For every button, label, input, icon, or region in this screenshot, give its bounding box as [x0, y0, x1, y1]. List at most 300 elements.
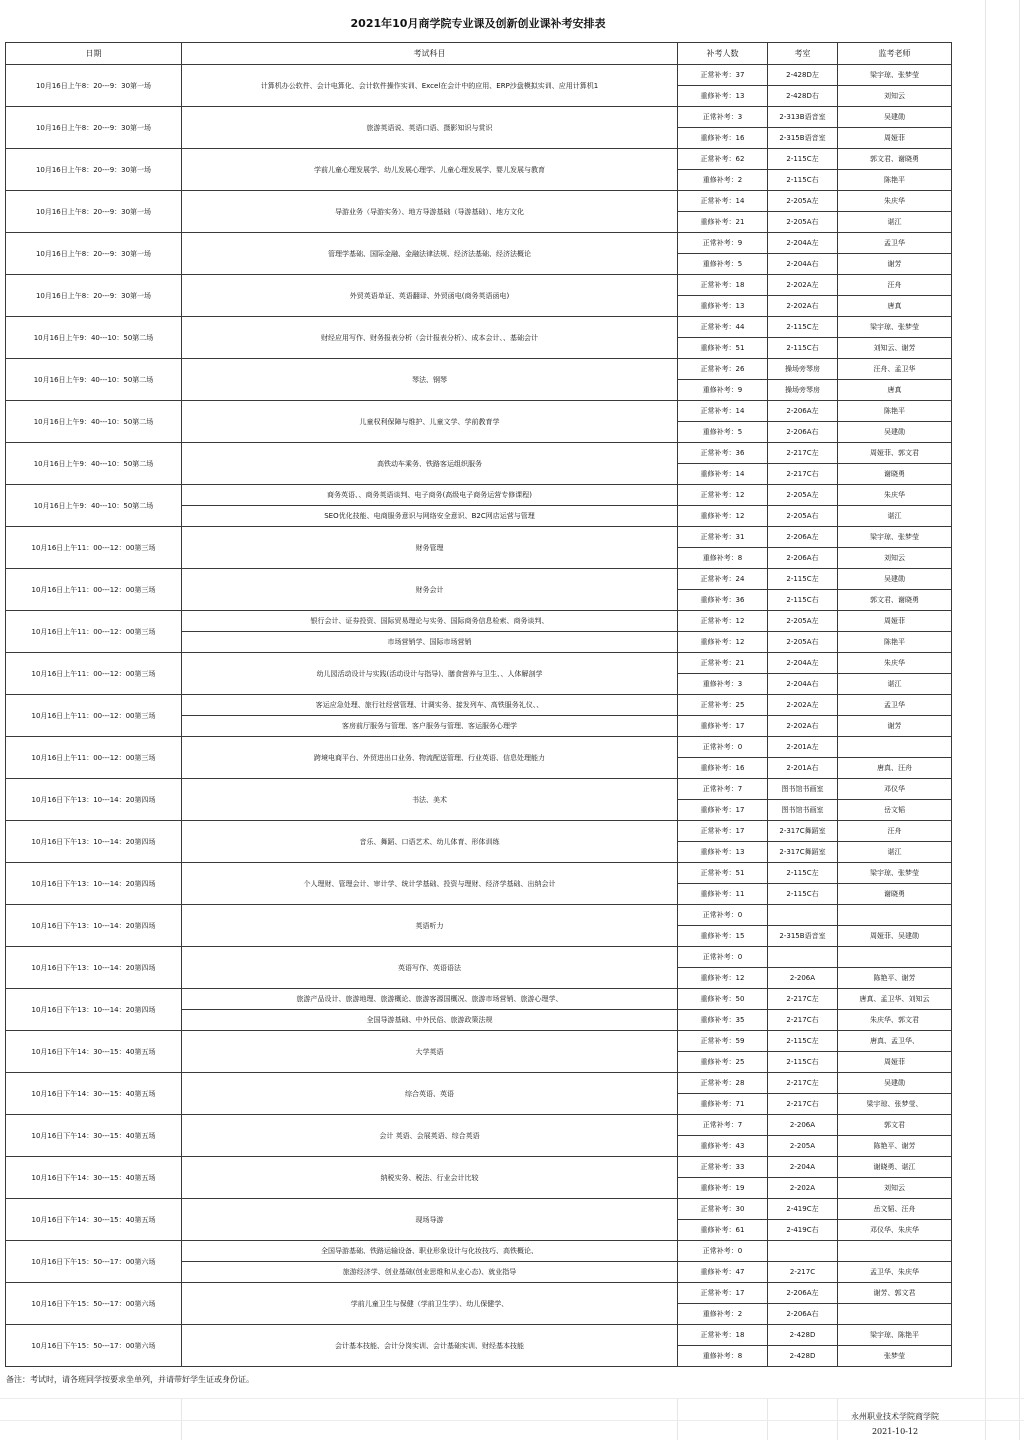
proctor-cell: 孟卫华 — [838, 695, 952, 716]
makeup-count-cell: 重修补考：16 — [678, 128, 768, 149]
table-row — [6, 1157, 952, 1178]
exam-room-cell: 2-428D左 — [768, 65, 838, 86]
exam-date-cell: 10月16日下午14：30---15：40第五场 — [6, 1157, 182, 1199]
exam-room-cell: 2-205A左 — [768, 485, 838, 506]
exam-room-cell: 2-206A左 — [768, 527, 838, 548]
proctor-cell: 孟卫华 — [838, 233, 952, 254]
makeup-count-cell: 正常补考：3 — [678, 107, 768, 128]
exam-room-cell: 2-317C舞蹈室 — [768, 821, 838, 842]
proctor-cell: 梁宇琼、张梦莹 — [838, 863, 952, 884]
table-row — [6, 569, 952, 590]
exam-room-cell: 2-315B语音室 — [768, 926, 838, 947]
makeup-count-cell: 正常补考：9 — [678, 233, 768, 254]
exam-room-cell: 2-204A — [768, 1157, 838, 1178]
exam-room-cell: 2-206A左 — [768, 401, 838, 422]
table-row — [6, 779, 952, 800]
makeup-count-cell: 重修补考：43 — [678, 1136, 768, 1157]
proctor-cell: 陈艳平 — [838, 401, 952, 422]
exam-date-cell: 10月16日上午9：40---10：50第二场 — [6, 401, 182, 443]
exam-date-cell: 10月16日上午8：20---9：30第一场 — [6, 65, 182, 107]
header-subject: 考试科目 — [182, 43, 678, 65]
exam-date-cell: 10月16日下午13：10---14：20第四场 — [6, 821, 182, 863]
proctor-cell: 吴建勋 — [838, 422, 952, 443]
exam-subject-cell: 综合英语、英语 — [182, 1073, 678, 1115]
proctor-cell: 梁宇琼、张梦莹 — [838, 317, 952, 338]
makeup-count-cell: 重修补考：9 — [678, 380, 768, 401]
issuer-name: 永州职业技术学院商学院 — [851, 1412, 939, 1421]
exam-subject-cell: 导游业务（导游实务）、地方导游基础（导游基础）、地方文化 — [182, 191, 678, 233]
proctor-cell: 梁宇琼、张梦莹 — [838, 527, 952, 548]
exam-subject-cell: 财经应用写作、财务报表分析（会计报表分析）、成本会计、、基础会计 — [182, 317, 678, 359]
table-row — [6, 611, 952, 632]
exam-room-cell: 2-115C左 — [768, 863, 838, 884]
exam-room-cell: 2-217C右 — [768, 1010, 838, 1031]
makeup-count-cell: 重修补考：51 — [678, 338, 768, 359]
makeup-count-cell: 正常补考：17 — [678, 821, 768, 842]
exam-room-cell: 2-115C左 — [768, 149, 838, 170]
table-row — [6, 149, 952, 170]
makeup-count-cell: 正常补考：18 — [678, 275, 768, 296]
exam-room-cell — [768, 1241, 838, 1262]
makeup-count-cell: 重修补考：50 — [678, 989, 768, 1010]
table-row — [6, 1325, 952, 1346]
exam-date-cell: 10月16日下午14：30---15：40第五场 — [6, 1115, 182, 1157]
table-row — [6, 947, 952, 968]
proctor-cell: 刘知云 — [838, 1178, 952, 1199]
exam-date-cell: 10月16日上午8：20---9：30第一场 — [6, 233, 182, 275]
table-row — [6, 275, 952, 296]
proctor-cell: 刘知云 — [838, 548, 952, 569]
proctor-cell: 陈艳平、谢芳 — [838, 968, 952, 989]
makeup-count-cell: 正常补考：14 — [678, 191, 768, 212]
exam-date-cell: 10月16日下午13：10---14：20第四场 — [6, 779, 182, 821]
exam-date-cell: 10月16日上午9：40---10：50第二场 — [6, 443, 182, 485]
exam-room-cell: 2-115C右 — [768, 884, 838, 905]
proctor-cell: 梁宇琼、张梦莹、 — [838, 1094, 952, 1115]
makeup-count-cell: 正常补考：31 — [678, 527, 768, 548]
exam-room-cell: 2-419C左 — [768, 1199, 838, 1220]
exam-subject-cell: 儿童权利保障与维护、儿童文学、学前教育学 — [182, 401, 678, 443]
exam-room-cell: 2-201A左 — [768, 737, 838, 758]
exam-room-cell: 2-202A左 — [768, 695, 838, 716]
makeup-count-cell: 正常补考：0 — [678, 737, 768, 758]
makeup-count-cell: 重修补考：13 — [678, 296, 768, 317]
proctor-cell: 汪舟、孟卫华 — [838, 359, 952, 380]
schedule-table — [5, 42, 952, 1367]
exam-room-cell: 2-313B语音室 — [768, 107, 838, 128]
makeup-count-cell: 正常补考：12 — [678, 485, 768, 506]
proctor-cell: 谌江 — [838, 212, 952, 233]
exam-room-cell: 2-205A — [768, 1136, 838, 1157]
makeup-count-cell: 正常补考：44 — [678, 317, 768, 338]
table-row — [6, 695, 952, 716]
exam-room-cell: 2-217C — [768, 1262, 838, 1283]
makeup-count-cell: 正常补考：17 — [678, 1283, 768, 1304]
proctor-cell: 孟卫华、朱庆华 — [838, 1262, 952, 1283]
exam-room-cell: 2-206A左 — [768, 1283, 838, 1304]
proctor-cell: 谢芳、郭文君 — [838, 1283, 952, 1304]
exam-subject-cell: 琴法、钢琴 — [182, 359, 678, 401]
exam-room-cell: 2-115C右 — [768, 590, 838, 611]
proctor-cell: 唐真、孟卫华、刘知云 — [838, 989, 952, 1010]
exam-date-cell: 10月16日上午9：40---10：50第二场 — [6, 485, 182, 527]
table-row — [6, 1241, 952, 1262]
exam-room-cell: 图书馆书画室 — [768, 779, 838, 800]
proctor-cell: 谢芳 — [838, 716, 952, 737]
exam-room-cell: 2-205A右 — [768, 506, 838, 527]
exam-subject-cell: 财务管理 — [182, 527, 678, 569]
proctor-cell — [838, 905, 952, 926]
makeup-count-cell: 正常补考：12 — [678, 611, 768, 632]
exam-date-cell: 10月16日上午11：00---12：00第三场 — [6, 653, 182, 695]
exam-room-cell: 2-217C右 — [768, 464, 838, 485]
exam-room-cell: 2-115C左 — [768, 569, 838, 590]
proctor-cell: 刘知云 — [838, 86, 952, 107]
makeup-count-cell: 重修补考：14 — [678, 464, 768, 485]
proctor-cell: 郭文君、谢晓勇 — [838, 590, 952, 611]
exam-date-cell: 10月16日上午11：00---12：00第三场 — [6, 611, 182, 653]
exam-room-cell: 2-205A左 — [768, 191, 838, 212]
table-row — [6, 821, 952, 842]
exam-date-cell: 10月16日下午13：10---14：20第四场 — [6, 989, 182, 1031]
makeup-count-cell: 正常补考：51 — [678, 863, 768, 884]
table-row — [6, 359, 952, 380]
makeup-count-cell: 重修补考：12 — [678, 506, 768, 527]
exam-subject-cell: 学前儿童心理发展学、幼儿发展心理学、儿童心理发展学、婴儿发展与教育 — [182, 149, 678, 191]
proctor-cell: 邓仪华 — [838, 779, 952, 800]
exam-subject-cell: 英语写作、英语语法 — [182, 947, 678, 989]
makeup-count-cell: 正常补考：0 — [678, 905, 768, 926]
makeup-count-cell: 正常补考：62 — [678, 149, 768, 170]
grid-line — [1019, 0, 1020, 1440]
exam-room-cell: 操场旁琴房 — [768, 359, 838, 380]
proctor-cell: 梁宇琼、陈艳平 — [838, 1325, 952, 1346]
exam-room-cell: 2-115C左 — [768, 1031, 838, 1052]
proctor-cell: 唐真 — [838, 380, 952, 401]
makeup-count-cell: 重修补考：2 — [678, 170, 768, 191]
proctor-cell — [838, 947, 952, 968]
exam-date-cell: 10月16日下午15：50---17：00第六场 — [6, 1325, 182, 1367]
exam-room-cell: 2-204A右 — [768, 254, 838, 275]
exam-date-cell: 10月16日上午11：00---12：00第三场 — [6, 527, 182, 569]
proctor-cell: 周娅菲 — [838, 611, 952, 632]
makeup-count-cell: 重修补考：35 — [678, 1010, 768, 1031]
exam-date-cell: 10月16日上午11：00---12：00第三场 — [6, 737, 182, 779]
exam-room-cell: 2-202A右 — [768, 296, 838, 317]
makeup-count-cell: 重修补考：8 — [678, 1346, 768, 1367]
grid-line — [837, 1398, 838, 1440]
proctor-cell: 郭文君、谢晓勇 — [838, 149, 952, 170]
proctor-cell: 郭文君 — [838, 1115, 952, 1136]
exam-room-cell: 2-217C左 — [768, 443, 838, 464]
makeup-count-cell: 重修补考：5 — [678, 254, 768, 275]
exam-date-cell: 10月16日下午13：10---14：20第四场 — [6, 905, 182, 947]
exam-subject-cell: 学前儿童卫生与保健（学前卫生学）、幼儿保健学、 — [182, 1283, 678, 1325]
makeup-count-cell: 正常补考：24 — [678, 569, 768, 590]
proctor-cell: 周娅菲 — [838, 1052, 952, 1073]
table-row — [6, 233, 952, 254]
proctor-cell: 谢晓勇 — [838, 464, 952, 485]
exam-room-cell — [768, 947, 838, 968]
header-date: 日期 — [6, 43, 182, 65]
exam-room-cell: 2-315B语音室 — [768, 128, 838, 149]
makeup-count-cell: 正常补考：26 — [678, 359, 768, 380]
header-room: 考室 — [768, 43, 838, 65]
makeup-count-cell: 重修补考：61 — [678, 1220, 768, 1241]
exam-subject-cell: 客房前厅服务与管理、客户服务与管理、客运服务心理学 — [182, 716, 678, 737]
exam-subject-cell: 音乐、舞蹈、口语艺术、幼儿体育、形体训练 — [182, 821, 678, 863]
exam-subject-cell: 旅游经济学、创业基础(创业思维和从业心态)、就业指导 — [182, 1262, 678, 1283]
exam-room-cell: 2-217C右 — [768, 1094, 838, 1115]
makeup-count-cell: 重修补考：12 — [678, 632, 768, 653]
exam-subject-cell: 银行会计、证券投资、国际贸易理论与实务、国际商务信息检索、商务谈判、 — [182, 611, 678, 632]
header-teacher: 监考老师 — [838, 43, 952, 65]
exam-room-cell: 2-206A右 — [768, 1304, 838, 1325]
proctor-cell: 陈艳平 — [838, 170, 952, 191]
exam-room-cell: 2-201A右 — [768, 758, 838, 779]
proctor-cell: 张梦莹 — [838, 1346, 952, 1367]
exam-subject-cell: 现场导游 — [182, 1199, 678, 1241]
exam-room-cell: 2-206A — [768, 968, 838, 989]
exam-room-cell: 2-419C右 — [768, 1220, 838, 1241]
table-row — [6, 443, 952, 464]
exam-subject-cell: 幼儿园活动设计与实践(活动设计与指导)、膳食营养与卫生、、人体解剖学 — [182, 653, 678, 695]
sheet-title: 2021年10月商学院专业课及创新创业课补考安排表 — [350, 17, 606, 30]
exam-room-cell: 2-206A右 — [768, 422, 838, 443]
table-row — [6, 317, 952, 338]
grid-line — [767, 1398, 768, 1440]
exam-room-cell: 2-428D — [768, 1346, 838, 1367]
exam-subject-cell: 市场营销学、国际市场营销 — [182, 632, 678, 653]
exam-room-cell: 操场旁琴房 — [768, 380, 838, 401]
exam-subject-cell: 商务英语、、商务英语谈判、电子商务(高级电子商务运营专修课程) — [182, 485, 678, 506]
proctor-cell: 吴建勋 — [838, 107, 952, 128]
proctor-cell: 唐真、汪舟 — [838, 758, 952, 779]
makeup-count-cell: 正常补考：30 — [678, 1199, 768, 1220]
exam-subject-cell: 全国导游基础、中外民俗、旅游政策法规 — [182, 1010, 678, 1031]
makeup-count-cell: 正常补考：25 — [678, 695, 768, 716]
exam-room-cell: 2-317C舞蹈室 — [768, 842, 838, 863]
makeup-count-cell: 重修补考：36 — [678, 590, 768, 611]
makeup-count-cell: 重修补考：2 — [678, 1304, 768, 1325]
makeup-count-cell: 正常补考：0 — [678, 947, 768, 968]
exam-room-cell: 2-204A左 — [768, 233, 838, 254]
proctor-cell: 吴建勋 — [838, 1073, 952, 1094]
exam-subject-cell: SEO优化技能、电商服务意识与网络安全意识、B2C网店运营与管理 — [182, 506, 678, 527]
exam-subject-cell: 大学英语 — [182, 1031, 678, 1073]
proctor-cell — [838, 737, 952, 758]
exam-date-cell: 10月16日下午13：10---14：20第四场 — [6, 947, 182, 989]
proctor-cell: 唐真、孟卫华、 — [838, 1031, 952, 1052]
proctor-cell: 谌江 — [838, 842, 952, 863]
proctor-cell: 吴建勋 — [838, 569, 952, 590]
exam-date-cell: 10月16日上午11：00---12：00第三场 — [6, 569, 182, 611]
makeup-count-cell: 重修补考：3 — [678, 674, 768, 695]
exam-room-cell — [768, 905, 838, 926]
exam-room-cell: 2-205A左 — [768, 611, 838, 632]
proctor-cell: 朱庆华、郭文君 — [838, 1010, 952, 1031]
table-row — [6, 1199, 952, 1220]
makeup-count-cell: 重修补考：13 — [678, 842, 768, 863]
exam-date-cell: 10月16日下午14：30---15：40第五场 — [6, 1031, 182, 1073]
exam-date-cell: 10月16日下午15：50---17：00第六场 — [6, 1241, 182, 1283]
makeup-count-cell: 重修补考：11 — [678, 884, 768, 905]
proctor-cell: 谌江 — [838, 674, 952, 695]
exam-date-cell: 10月16日上午8：20---9：30第一场 — [6, 191, 182, 233]
exam-subject-cell: 旅游英语说、英语口语、摄影知识与赏识 — [182, 107, 678, 149]
exam-room-cell: 2-115C右 — [768, 1052, 838, 1073]
makeup-count-cell: 正常补考：21 — [678, 653, 768, 674]
proctor-cell: 汪舟 — [838, 275, 952, 296]
exam-subject-cell: 高铁动车乘务、铁路客运组织服务 — [182, 443, 678, 485]
proctor-cell: 谢芳 — [838, 254, 952, 275]
exam-room-cell: 2-202A右 — [768, 716, 838, 737]
table-row — [6, 527, 952, 548]
exam-subject-cell: 客运应急处理、旅行社经营管理、计调实务、接发列车、高铁服务礼仪、、 — [182, 695, 678, 716]
exam-room-cell: 2-204A右 — [768, 674, 838, 695]
proctor-cell: 汪舟 — [838, 821, 952, 842]
schedule-body — [6, 65, 952, 1367]
proctor-cell: 邓仪华、朱庆华 — [838, 1220, 952, 1241]
table-row — [6, 191, 952, 212]
exam-date-cell: 10月16日上午11：00---12：00第三场 — [6, 695, 182, 737]
exam-date-cell: 10月16日上午8：20---9：30第一场 — [6, 107, 182, 149]
makeup-count-cell: 正常补考：37 — [678, 65, 768, 86]
exam-room-cell: 2-206A — [768, 1115, 838, 1136]
proctor-cell: 岳文韬 — [838, 800, 952, 821]
exam-room-cell: 2-206A右 — [768, 548, 838, 569]
exam-subject-cell: 书法、美术 — [182, 779, 678, 821]
proctor-cell: 唐真 — [838, 296, 952, 317]
proctor-cell — [838, 1241, 952, 1262]
makeup-count-cell: 重修补考：25 — [678, 1052, 768, 1073]
proctor-cell: 陈艳平、谢芳 — [838, 1136, 952, 1157]
proctor-cell: 周娅菲 — [838, 128, 952, 149]
exam-room-cell: 2-204A左 — [768, 653, 838, 674]
makeup-count-cell: 正常补考：0 — [678, 1241, 768, 1262]
makeup-count-cell: 正常补考：36 — [678, 443, 768, 464]
exam-room-cell: 2-202A — [768, 1178, 838, 1199]
grid-line — [181, 1398, 182, 1440]
makeup-count-cell: 正常补考：28 — [678, 1073, 768, 1094]
exam-date-cell: 10月16日下午14：30---15：40第五场 — [6, 1073, 182, 1115]
exam-subject-cell: 管理学基础、国际金融、金融法律法规、经济法基础、经济法概论 — [182, 233, 678, 275]
table-row — [6, 65, 952, 86]
exam-subject-cell: 全国导游基础、铁路运输设备、职业形象设计与化妆技巧、高铁概论、 — [182, 1241, 678, 1262]
makeup-count-cell: 正常补考：14 — [678, 401, 768, 422]
proctor-cell: 谢晓勇、谌江 — [838, 1157, 952, 1178]
proctor-cell: 陈艳平 — [838, 632, 952, 653]
exam-subject-cell: 旅游产品设计、旅游地理、旅游概论、旅游客源国概况、旅游市场营销、旅游心理学、 — [182, 989, 678, 1010]
exam-room-cell: 2-115C左 — [768, 317, 838, 338]
proctor-cell: 朱庆华 — [838, 485, 952, 506]
exam-room-cell: 2-115C右 — [768, 338, 838, 359]
exam-subject-cell: 纳税实务、税法、行业会计比较 — [182, 1157, 678, 1199]
exam-date-cell: 10月16日下午13：10---14：20第四场 — [6, 863, 182, 905]
table-row — [6, 905, 952, 926]
table-row — [6, 989, 952, 1010]
exam-subject-cell: 计算机办公软件、会计电算化、会计软件操作实训、Excel在会计中的应用、ERP沙盘模拟实训、应用计算机1 — [182, 65, 678, 107]
makeup-count-cell: 重修补考：17 — [678, 800, 768, 821]
exam-room-cell: 2-202A左 — [768, 275, 838, 296]
table-row — [6, 1031, 952, 1052]
table-row — [6, 1115, 952, 1136]
issue-date: 2021-10-12 — [871, 1427, 919, 1436]
makeup-count-cell: 重修补考：15 — [678, 926, 768, 947]
table-row — [6, 485, 952, 506]
header-row — [6, 43, 952, 65]
exam-subject-cell: 跨境电商平台、外贸进出口业务、物流配送管理、行业英语、信息处理能力 — [182, 737, 678, 779]
exam-subject-cell: 财务会计 — [182, 569, 678, 611]
exam-room-cell: 图书馆书画室 — [768, 800, 838, 821]
proctor-cell: 刘知云、谢芳 — [838, 338, 952, 359]
proctor-cell: 岳文韬、汪舟 — [838, 1199, 952, 1220]
makeup-count-cell: 重修补考：13 — [678, 86, 768, 107]
proctor-cell: 谢晓勇 — [838, 884, 952, 905]
makeup-count-cell: 重修补考：8 — [678, 548, 768, 569]
exam-date-cell: 10月16日上午9：40---10：50第二场 — [6, 359, 182, 401]
proctor-cell: 谌江 — [838, 506, 952, 527]
table-row — [6, 107, 952, 128]
grid-line — [677, 1398, 678, 1440]
makeup-count-cell: 正常补考：7 — [678, 1115, 768, 1136]
exam-date-cell: 10月16日下午15：50---17：00第六场 — [6, 1283, 182, 1325]
table-row — [6, 1283, 952, 1304]
exam-room-cell: 2-115C右 — [768, 170, 838, 191]
makeup-count-cell: 正常补考：33 — [678, 1157, 768, 1178]
exam-room-cell: 2-428D右 — [768, 86, 838, 107]
makeup-count-cell: 重修补考：5 — [678, 422, 768, 443]
exam-room-cell: 2-217C左 — [768, 1073, 838, 1094]
makeup-count-cell: 重修补考：47 — [678, 1262, 768, 1283]
proctor-cell: 朱庆华 — [838, 191, 952, 212]
makeup-count-cell: 正常补考：7 — [678, 779, 768, 800]
exam-room-cell: 2-205A右 — [768, 632, 838, 653]
makeup-count-cell: 重修补考：19 — [678, 1178, 768, 1199]
exam-room-cell: 2-217C左 — [768, 989, 838, 1010]
proctor-cell: 梁宇琼、张梦莹 — [838, 65, 952, 86]
makeup-count-cell: 重修补考：71 — [678, 1094, 768, 1115]
exam-date-cell: 10月16日上午8：20---9：30第一场 — [6, 149, 182, 191]
footnote: 备注：考试时，请各班同学按要求坐单列，并请带好学生证或身份证。 — [6, 1375, 254, 1384]
grid-line — [0, 1398, 1024, 1399]
makeup-count-cell: 重修补考：12 — [678, 968, 768, 989]
exam-room-cell: 2-205A右 — [768, 212, 838, 233]
header-count: 补考人数 — [678, 43, 768, 65]
makeup-count-cell: 重修补考：21 — [678, 212, 768, 233]
proctor-cell — [838, 1304, 952, 1325]
table-row — [6, 1073, 952, 1094]
exam-subject-cell: 个人理财、管理会计、审计学、统计学基础、投资与理财、经济学基础、出纳会计 — [182, 863, 678, 905]
exam-subject-cell: 外贸英语单证、英语翻译、外贸函电(商务英语函电) — [182, 275, 678, 317]
exam-subject-cell: 英语听力 — [182, 905, 678, 947]
exam-date-cell: 10月16日下午14：30---15：40第五场 — [6, 1199, 182, 1241]
exam-date-cell: 10月16日上午8：20---9：30第一场 — [6, 275, 182, 317]
exam-room-cell: 2-428D — [768, 1325, 838, 1346]
table-row — [6, 863, 952, 884]
makeup-count-cell: 正常补考：18 — [678, 1325, 768, 1346]
proctor-cell: 朱庆华 — [838, 653, 952, 674]
makeup-count-cell: 重修补考：17 — [678, 716, 768, 737]
table-row — [6, 653, 952, 674]
proctor-cell: 周娅菲、郭文君 — [838, 443, 952, 464]
makeup-count-cell: 重修补考：16 — [678, 758, 768, 779]
exam-subject-cell: 会计 英语、会展英语、综合英语 — [182, 1115, 678, 1157]
makeup-count-cell: 正常补考：59 — [678, 1031, 768, 1052]
proctor-cell: 周娅菲、吴建勋 — [838, 926, 952, 947]
table-row — [6, 401, 952, 422]
grid-line — [985, 0, 986, 1440]
